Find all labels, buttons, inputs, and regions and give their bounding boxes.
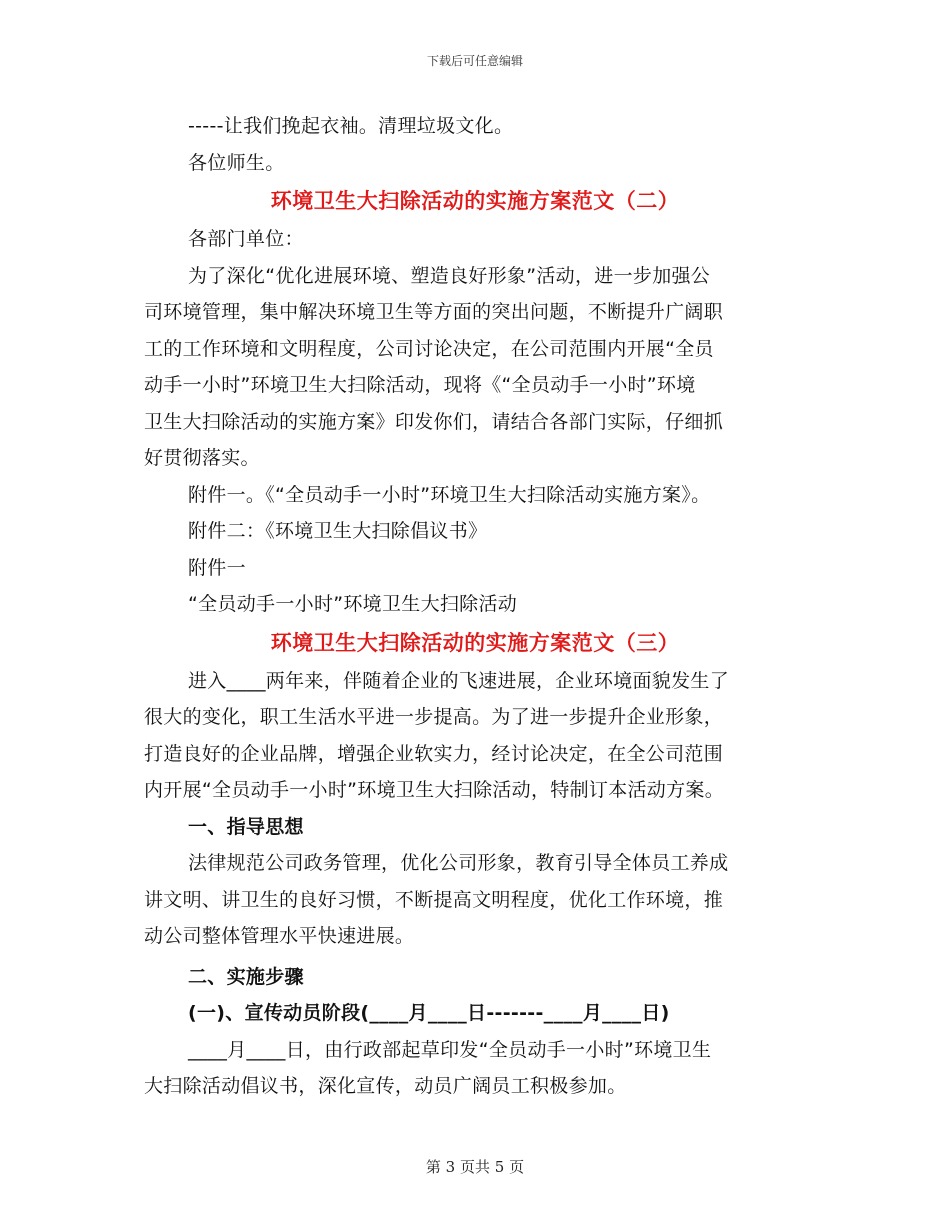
paragraph-line: 进入____两年来，伴随着企业的飞速进展，企业环境面貌发生了 [188, 669, 730, 692]
paragraph-line: 打造良好的企业品牌，增强企业软实力，经讨论决定，在全公司范围 [144, 742, 724, 765]
page-footer: 第 3 页共 5 页 [425, 1158, 525, 1176]
paragraph: 各位师生。 [188, 151, 285, 174]
paragraph-line: 大扫除活动倡议书，深化宣传，动员广阔员工积极参加。 [144, 1075, 627, 1097]
attachment-line: 附件二：《环境卫生大扫除倡议书》 [188, 520, 488, 542]
paragraph-line: ____月____日，由行政部起草印发“全员动手一小时”环境卫生 [188, 1038, 712, 1061]
attachment-line: “全员动手一小时”环境卫生大扫除活动 [188, 593, 518, 615]
heading-publicity-stage: (一)、宣传动员阶段(____月____日-------____月____日) [188, 1002, 670, 1024]
attachment-line: 附件一 [188, 556, 246, 579]
paragraph-line: 动公司整体管理水平快速进展。 [144, 925, 415, 947]
attachment-line: 附件一。《“全员动手一小时”环境卫生大扫除活动实施方案》。 [188, 483, 711, 506]
paragraph-line: 为了深化“优化进展环境、塑造良好形象”活动，进一步加强公 [188, 264, 711, 287]
paragraph-line: 好贯彻落实。 [144, 447, 260, 469]
paragraph-line: 法律规范公司政务管理，优化公司形象，教育引导全体员工养成 [188, 852, 729, 874]
heading-guiding-thought: 一、指导思想 [188, 815, 304, 838]
paragraph-line: 内开展“全员动手一小时”环境卫生大扫除活动，特制订本活动方案。 [144, 779, 724, 801]
paragraph: -----让我们挽起衣袖。清理垃圾文化。 [188, 115, 514, 137]
paragraph-line: 讲文明、讲卫生的良好习惯，不断提高文明程度，优化工作环境，推 [144, 888, 724, 911]
paragraph-line: 卫生大扫除活动的实施方案》印发你们，请结合各部门实际，仔细抓 [144, 410, 724, 433]
paragraph-line: 工的工作环境和文明程度，公司讨论决定，在公司范围内开展“全员 [144, 337, 714, 360]
page-header: 下载后可任意编辑 [426, 54, 523, 68]
paragraph-line: 司环境管理，集中解决环境卫生等方面的突出问题，不断提升广阔职 [144, 301, 724, 323]
section-title-2: 环境卫生大扫除活动的实施方案范文（二） [270, 189, 680, 213]
greeting: 各部门单位： [188, 228, 304, 250]
paragraph-line: 动手一小时”环境卫生大扫除活动，现将《“全员动手一小时”环境 [144, 374, 696, 396]
heading-implementation-steps: 二、实施步骤 [188, 965, 304, 988]
paragraph-line: 很大的变化，职工生活水平进一步提高。为了进一步提升企业形象， [144, 706, 724, 728]
section-title-3: 环境卫生大扫除活动的实施方案范文（三） [270, 630, 680, 655]
document-body [144, 108, 806, 1105]
